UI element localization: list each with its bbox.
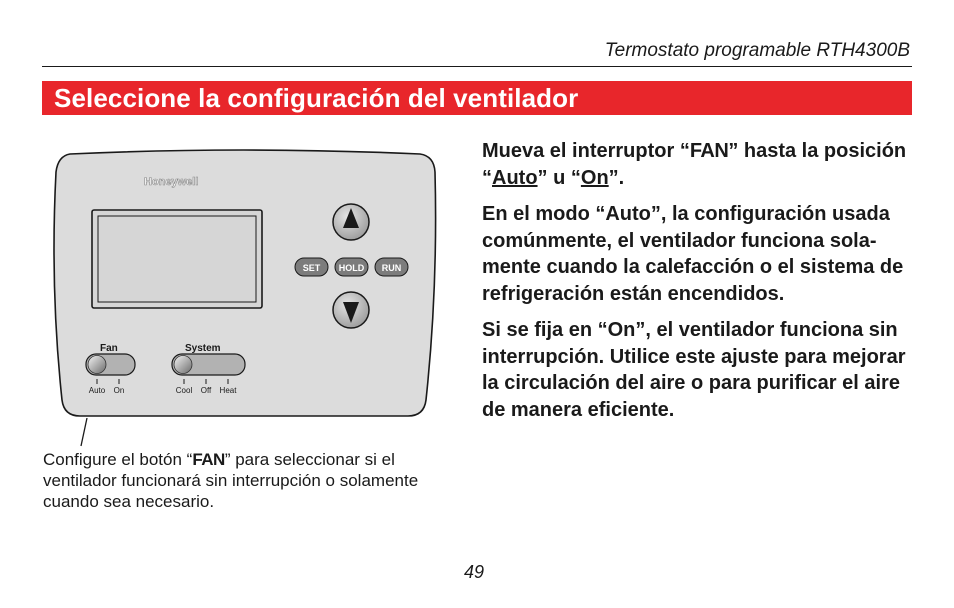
svg-text:SET: SET [302,263,321,273]
brand-logo: Honeywell [144,176,199,188]
display-screen [92,210,262,308]
set-button[interactable] [295,258,328,276]
up-arrow-button[interactable] [333,204,369,240]
fan-position-auto: Auto [88,386,106,395]
system-position-off: Off [200,386,212,395]
instruction-paragraph-3: Si se fija en “On”, el ventilador funciona sin interrupción. Utilice este ajuste para mejorar la circulación del aire o para purificar el aire de manera eficiente. [482,319,906,421]
system-switch[interactable] [172,354,245,375]
section-title: Seleccione la configuración del ventilador [54,83,579,113]
header-title: Termostato programable RTH4300B [604,40,910,61]
header-rule [42,66,912,67]
callout-line [78,418,90,448]
fan-switch[interactable] [86,354,135,375]
svg-text:HOLD: HOLD [338,263,365,273]
page-number: 49 [464,562,485,582]
figure-caption: Configure el botón “FAN” para seleccionar si el ventilador funcionará sin interrupción o solamente cuando sea necesario. [43,450,419,511]
hold-button[interactable] [335,258,368,276]
instructions-text [482,138,922,433]
section-banner [42,81,912,115]
system-position-cool: Cool [175,386,193,395]
fan-position-on: On [113,386,125,395]
system-position-heat: Heat [219,386,237,395]
system-switch-label: System [185,343,221,354]
instruction-paragraph-1: Mueva el interruptor “FAN” hasta la posición “Auto” u “On”. [482,140,907,189]
instruction-paragraph-2: En el modo “Auto”, la configuración usada comúnmente, el ventilador funciona solamente cuando la calefacción o el sistema de refrigeración están encendidos. [482,203,904,305]
down-arrow-button[interactable] [333,292,369,328]
run-button[interactable] [375,258,408,276]
svg-text:RUN: RUN [381,263,402,273]
thermostat-illustration [52,148,437,420]
fan-switch-label: Fan [100,343,118,354]
